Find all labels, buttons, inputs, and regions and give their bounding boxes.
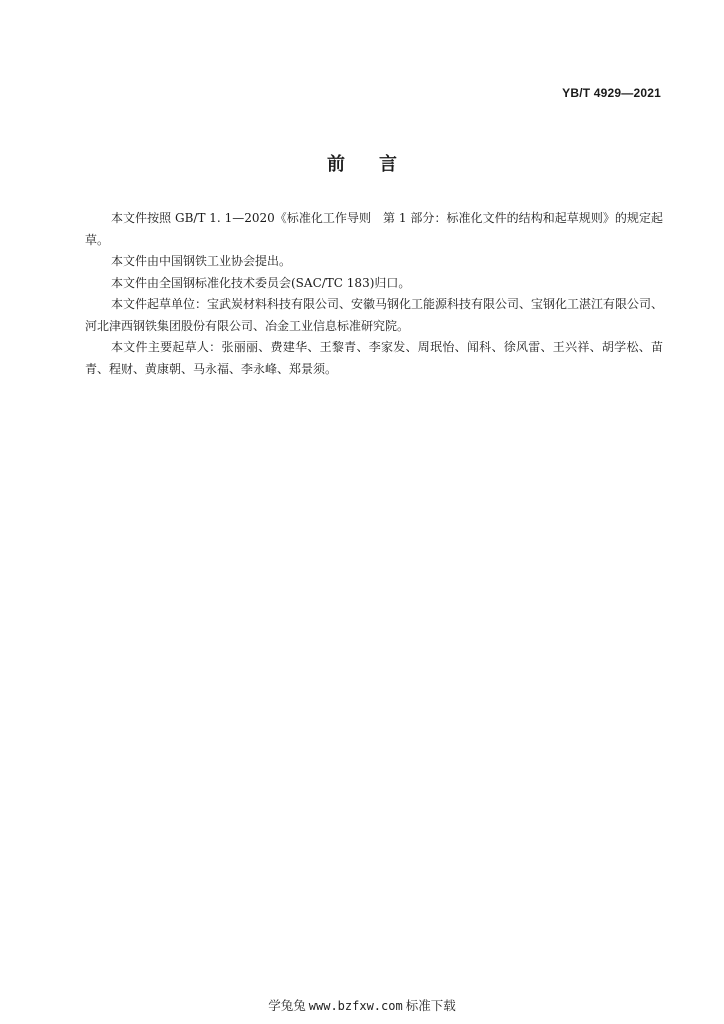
document-code: YB/T 4929—2021 [562,86,661,100]
foreword-body [85,208,663,380]
footer-suffix: 标准下载 [405,998,456,1013]
paragraph-committee: 本文件由全国钢标准化技术委员会(SAC/TC 183)归口。 [111,275,411,290]
paragraph-drafting-basis: 本文件按照 GB/T 1. 1—2020《标准化工作导则 第 1 部分：标准化文件的结构和起草规则》的规定起草。 [85,211,663,247]
page-title [0,150,724,176]
paragraph-drafters: 本文件主要起草人：张丽丽、费建华、王黎青、李家发、周珉怡、闻科、徐风雷、王兴祥、胡学松、苗青、程财、黄康朝、马永福、李永峰、郑景须。 [85,340,663,376]
title-char-2: 言 [379,154,397,175]
paragraph-proposer: 本文件由中国钢铁工业协会提出。 [111,254,292,268]
footer-site-link[interactable]: www.bzfxw.com [308,999,403,1013]
footer-prefix: 学兔兔 [268,998,306,1013]
paragraph-drafting-units: 本文件起草单位：宝武炭材料科技有限公司、安徽马钢化工能源科技有限公司、宝钢化工湛江有限公司、河北津西钢铁集团股份有限公司、冶金工业信息标准研究院。 [85,297,664,333]
footer [0,996,724,1014]
title-char-1: 前 [327,154,345,175]
